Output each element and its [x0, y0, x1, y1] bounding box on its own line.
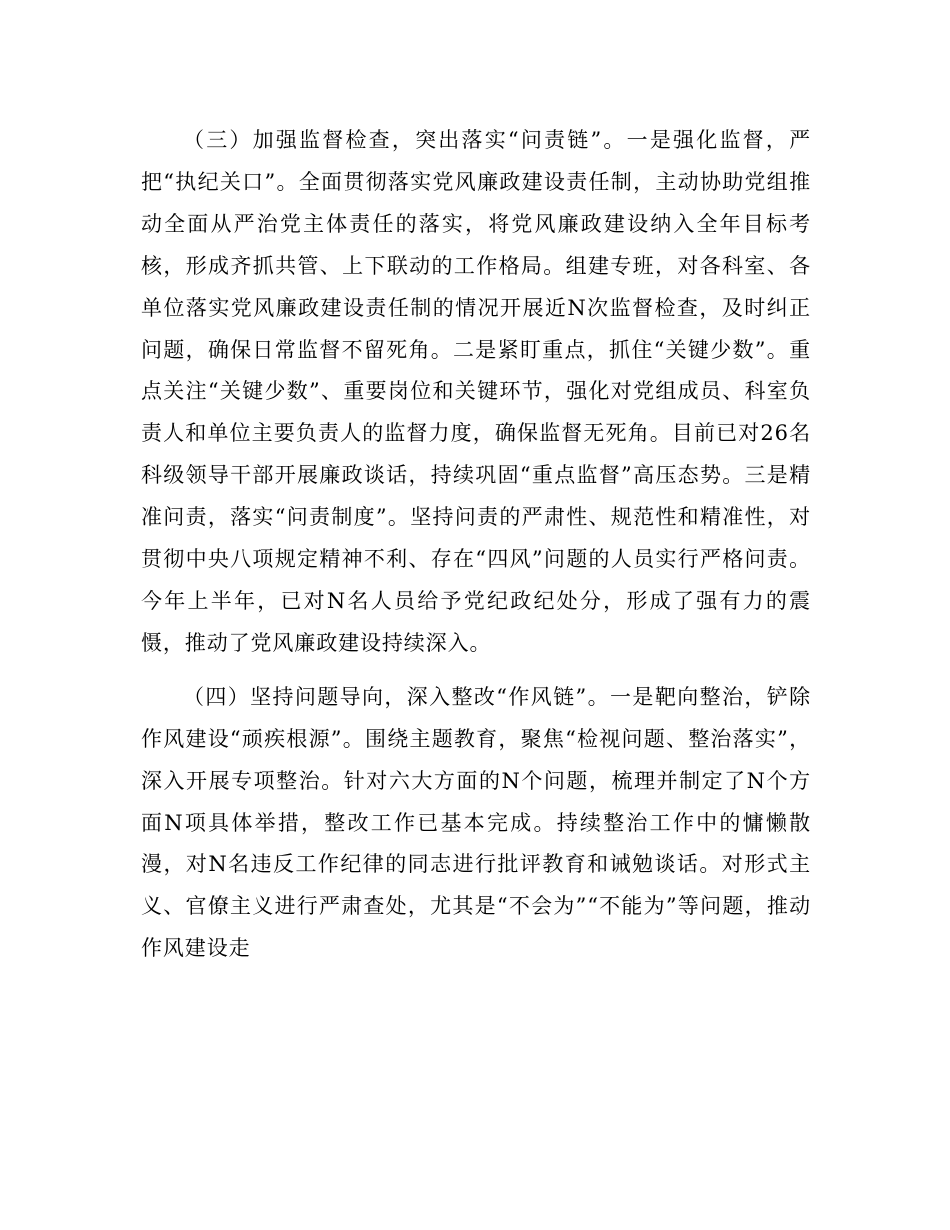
paragraph-section-4: （四）坚持问题导向，深入整改“作风链”。一是靶向整治，铲除作风建设“顽疾根源”。围绕主题教育，聚焦“检视问题、整治落实”，深入开展专项整治。针对六大方面的N个问题，梳理并制定了N个方面N项具体举措，整改工作已基本完成。持续整治工作中的慵懒散漫，对N名违反工作纪律的同志进行批评教育和诫勉谈话。对形式主义、官僚主义进行严肃查处，尤其是“不会为”“不能为”等问题，推动作风建设走 — [141, 684, 811, 961]
document-body — [141, 120, 811, 970]
paragraph-section-3: （三）加强监督检查，突出落实“问责链”。一是强化监督，严把“执纪关口”。全面贯彻落实党风廉政建设责任制，主动协助党组推动全面从严治党主体责任的落实，将党风廉政建设纳入全年目标考核，形成齐抓共管、上下联动的工作格局。组建专班，对各科室、各单位落实党风廉政建设责任制的情况开展近N次监督检查，及时纠正问题，确保日常监督不留死角。二是紧盯重点，抓住“关键少数”。重点关注“关键少数”、重要岗位和关键环节，强化对党组成员、科室负责人和单位主要负责人的监督力度，确保监督无死角。目前已对26名科级领导干部开展廉政谈话，持续巩固“重点监督”高压态势。三是精准问责，落实“问责制度”。坚持问责的严肃性、规范性和精准性，对贯彻中央八项规定精神不利、存在“四风”问题的人员实行严格问责。今年上半年，已对N名人员给予党纪政纪处分，形成了强有力的震慑，推动了党风廉政建设持续深入。 — [141, 128, 811, 655]
